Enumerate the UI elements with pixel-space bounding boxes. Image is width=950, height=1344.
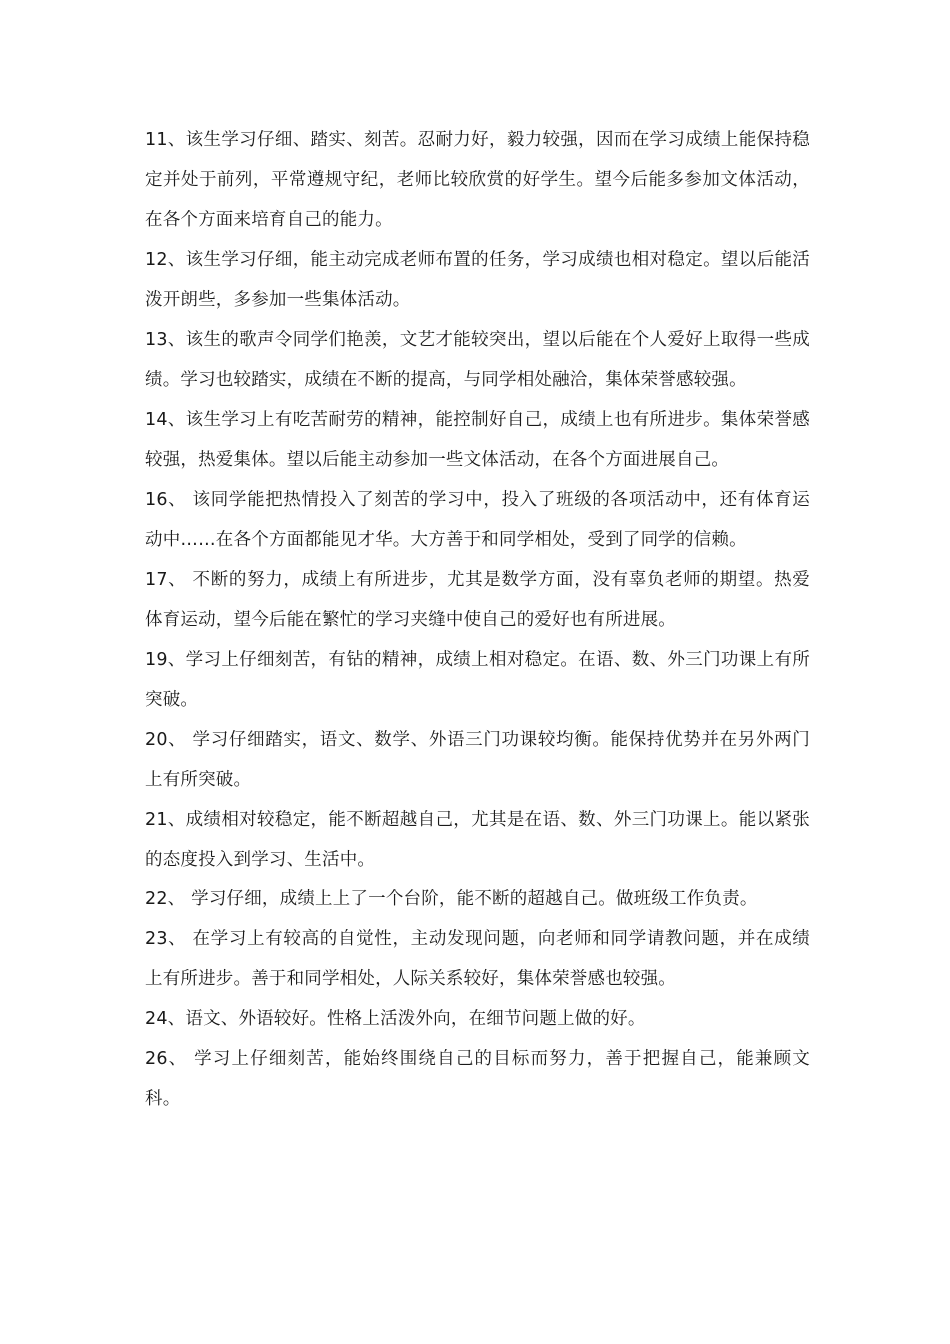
comment-paragraph-22: 22、 学习仔细，成绩上上了一个台阶，能不断的超越自己。做班级工作负责。 [145,889,758,909]
comment-paragraph-19: 19、学习上仔细刻苦，有钻的精神，成绩上相对稳定。在语、数、外三门功课上有所突破。 [145,650,810,710]
comment-paragraph-17: 17、 不断的努力，成绩上有所进步，尤其是数学方面，没有辜负老师的期望。热爱体育运动，望今后能在繁忙的学习夹缝中使自己的爱好也有所进展。 [145,570,810,630]
comment-paragraph-21: 21、成绩相对较稳定，能不断超越自己，尤其是在语、数、外三门功课上。能以紧张的态度投入到学习、生活中。 [145,810,810,870]
comment-paragraph-16: 16、 该同学能把热情投入了刻苦的学习中，投入了班级的各项活动中，还有体育运动中……在各个方面都能见才华。大方善于和同学相处，受到了同学的信赖。 [145,490,810,550]
comment-paragraph-24: 24、语文、外语较好。性格上活泼外向，在细节问题上做的好。 [145,1009,646,1029]
comment-paragraph-14: 14、该生学习上有吃苦耐劳的精神，能控制好自己，成绩上也有所进步。集体荣誉感较强，热爱集体。望以后能主动参加一些文体活动，在各个方面进展自己。 [145,410,810,470]
comment-paragraph-11: 11、该生学习仔细、踏实、刻苦。忍耐力好，毅力较强，因而在学习成绩上能保持稳定并处于前列，平常遵规守纪，老师比较欣赏的好学生。望今后能多参加文体活动，在各个方面来培育自己的能力。 [145,130,810,230]
comment-list [145,120,810,1119]
comment-paragraph-13: 13、该生的歌声令同学们艳羡，文艺才能较突出，望以后能在个人爱好上取得一些成绩。学习也较踏实，成绩在不断的提高，与同学相处融洽，集体荣誉感较强。 [145,330,810,390]
comment-paragraph-23: 23、 在学习上有较高的自觉性，主动发现问题，向老师和同学请教问题，并在成绩上有所进步。善于和同学相处，人际关系较好，集体荣誉感也较强。 [145,929,810,989]
comment-paragraph-12: 12、该生学习仔细，能主动完成老师布置的任务，学习成绩也相对稳定。望以后能活泼开朗些，多参加一些集体活动。 [145,250,810,310]
comment-paragraph-26: 26、 学习上仔细刻苦，能始终围绕自己的目标而努力，善于把握自己，能兼顾文科。 [145,1049,810,1109]
comment-paragraph-20: 20、 学习仔细踏实，语文、数学、外语三门功课较均衡。能保持优势并在另外两门上有所突破。 [145,730,810,790]
